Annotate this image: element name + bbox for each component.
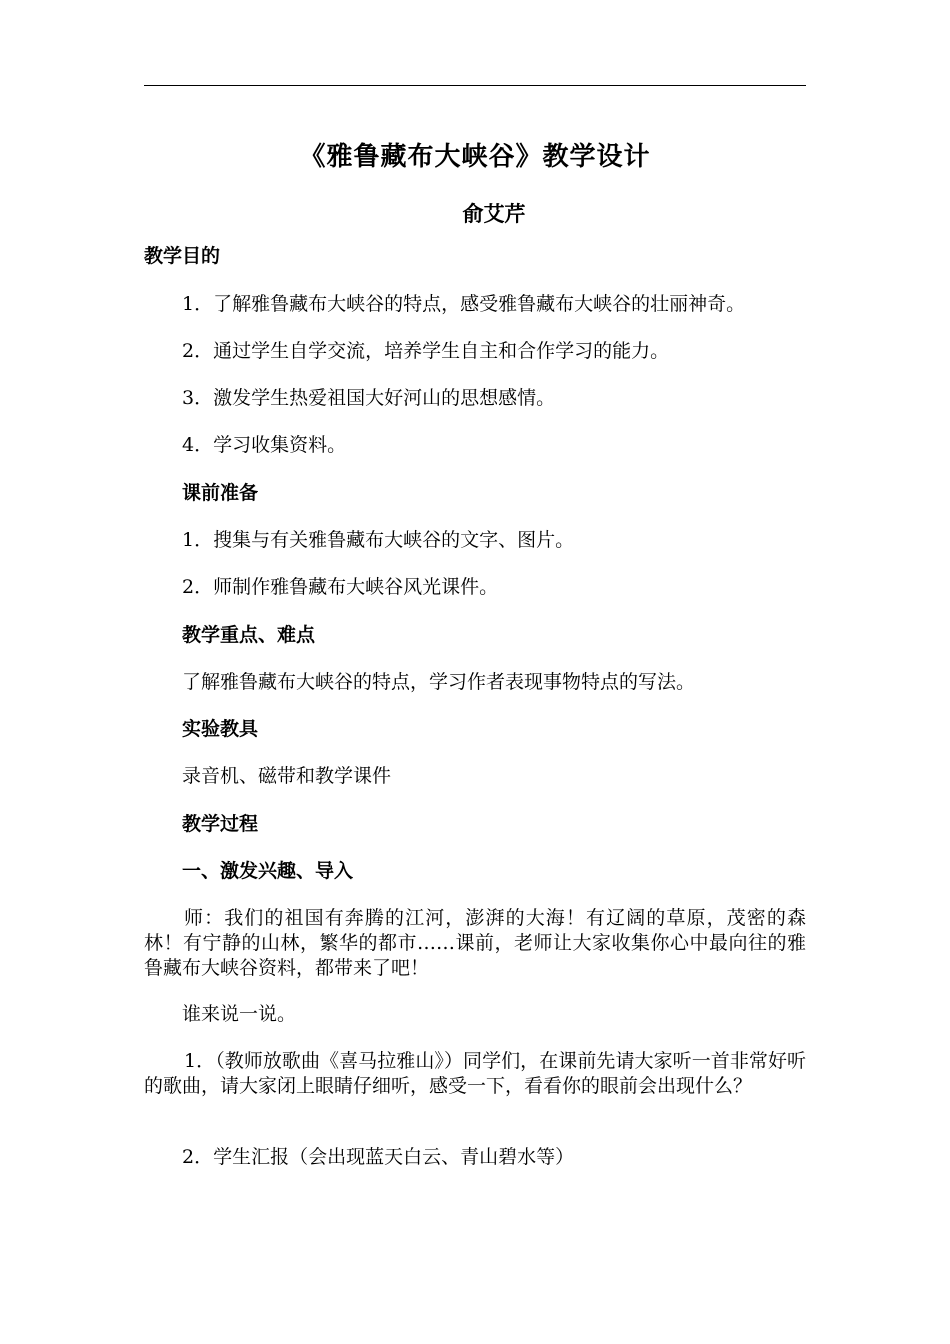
- objective-item: 4．学习收集资料。: [182, 434, 347, 456]
- tools-heading: 实验教具: [182, 718, 259, 740]
- objectives-heading: 教学目的: [144, 245, 221, 267]
- keypoints-heading: 教学重点、难点: [182, 624, 316, 646]
- process-heading: 教学过程: [182, 813, 259, 835]
- step1-paragraph: 师：我们的祖国有奔腾的江河，澎湃的大海！有辽阔的草原，茂密的森林！有宁静的山林，繁华的都市……课前，老师让大家收集你心中最向往的雅鲁藏布大峡谷资料，都带来了吧！: [144, 907, 806, 979]
- header-rule: [144, 85, 806, 86]
- step1-paragraph: 谁来说一说。: [182, 1003, 297, 1025]
- objective-item: 3．激发学生热爱祖国大好河山的思想感情。: [182, 387, 556, 409]
- objective-item: 2．通过学生自学交流，培养学生自主和合作学习的能力。: [182, 340, 670, 362]
- step1-paragraph: 1．（教师放歌曲《喜马拉雅山》）同学们，在课前先请大家听一首非常好听的歌曲，请大家闭上眼睛仔细听，感受一下，看看你的眼前会出现什么？: [144, 1050, 806, 1097]
- step1-heading: 一、激发兴趣、导入: [182, 860, 354, 882]
- objective-item: 1．了解雅鲁藏布大峡谷的特点，感受雅鲁藏布大峡谷的壮丽神奇。: [182, 293, 746, 315]
- document-title: 《雅鲁藏布大峡谷》教学设计: [299, 142, 651, 172]
- keypoints-text: 了解雅鲁藏布大峡谷的特点，学习作者表现事物特点的写法。: [182, 671, 696, 693]
- preparation-item: 1．搜集与有关雅鲁藏布大峡谷的文字、图片。: [182, 529, 575, 551]
- preparation-heading: 课前准备: [182, 482, 259, 504]
- document-author: 俞艾芹: [462, 202, 526, 226]
- tools-text: 录音机、磁带和教学课件: [182, 765, 392, 787]
- preparation-item: 2．师制作雅鲁藏布大峡谷风光课件。: [182, 576, 499, 598]
- step1-paragraph: 2．学生汇报（会出现蓝天白云、青山碧水等）: [182, 1146, 575, 1168]
